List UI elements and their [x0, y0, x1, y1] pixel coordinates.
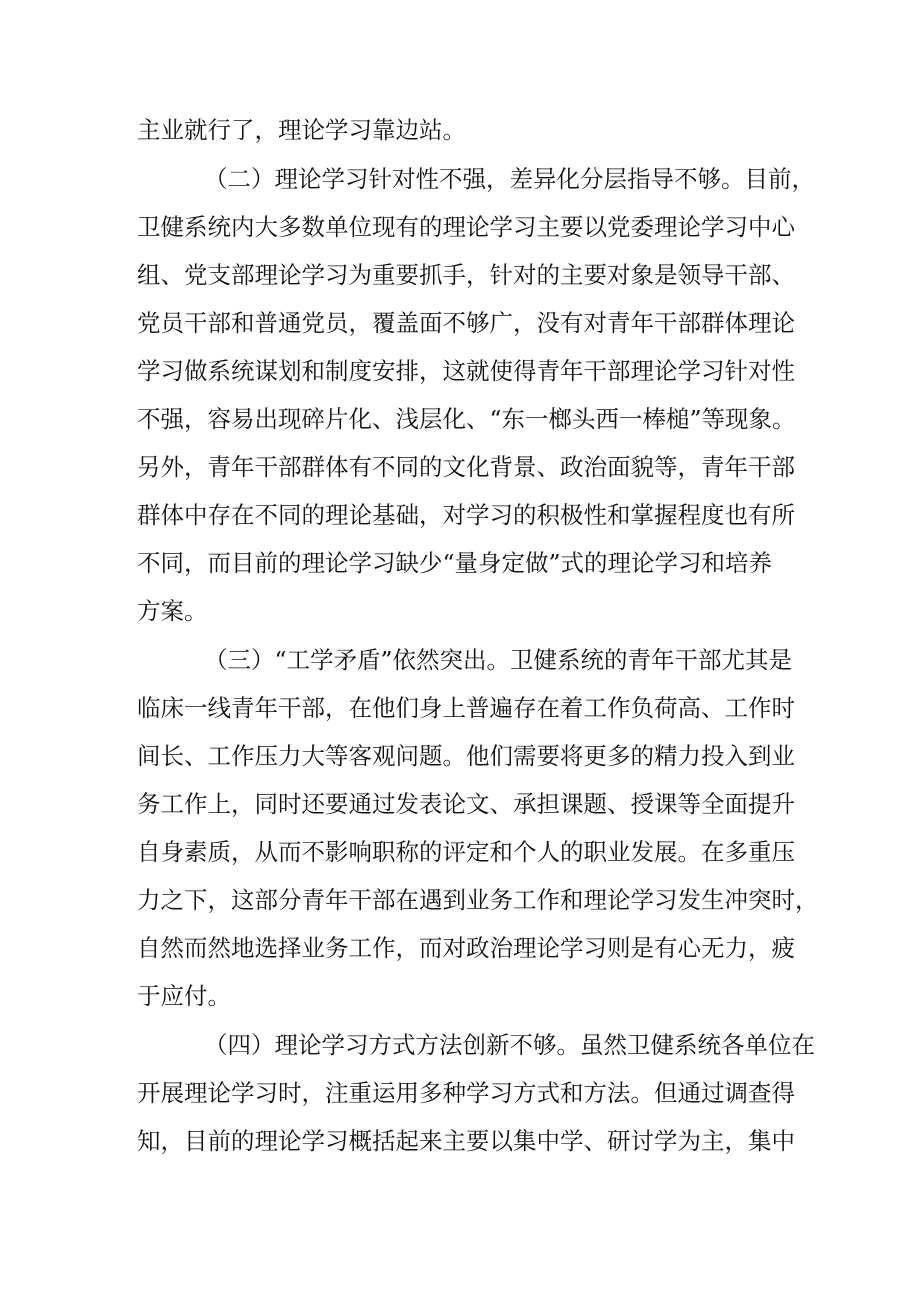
paragraph-4-heading-line: （四）理论学习方式方法创新不够。虽然卫健系统各单位在 — [204, 1031, 815, 1059]
paragraph-2-heading-line: （二）理论学习针对性不强，差异化分层指导不够。目前， — [204, 165, 815, 193]
text-line: 知，目前的理论学习概括起来主要以集中学、研讨学为主，集中 — [137, 1127, 795, 1155]
text-line: 不同，而目前的理论学习缺少“量身定做”式的理论学习和培养 — [137, 549, 773, 577]
text-line: 自然而然地选择业务工作，而对政治理论学习则是有心无力，疲 — [137, 934, 795, 962]
text-line: 于应付。 — [137, 982, 231, 1010]
text-line: 学习做系统谋划和制度安排，这就使得青年干部理论学习针对性 — [137, 357, 795, 385]
paragraph-3-heading-line: （三）“工学矛盾”依然突出。卫健系统的青年干部尤其是 — [204, 646, 793, 674]
text-line: 卫健系统内大多数单位现有的理论学习主要以党委理论学习中心 — [137, 213, 795, 241]
text-line: 组、党支部理论学习为重要抓手，针对的主要对象是领导干部、 — [137, 261, 795, 289]
text-line: 临床一线青年干部，在他们身上普遍存在着工作负荷高、工作时 — [137, 694, 795, 722]
text-line: 党员干部和普通党员，覆盖面不够广，没有对青年干部群体理论 — [137, 309, 795, 337]
text-line: 务工作上，同时还要通过发表论文、承担课题、授课等全面提升 — [137, 790, 795, 818]
text-line: 不强，容易出现碎片化、浅层化、“东一榔头西一棒槌”等现象。 — [137, 405, 796, 433]
text-line: 开展理论学习时，注重运用多种学习方式和方法。但通过调查得 — [137, 1079, 795, 1107]
text-line: 间长、工作压力大等客观问题。他们需要将更多的精力投入到业 — [137, 742, 795, 770]
text-line: 另外，青年干部群体有不同的文化背景、政治面貌等，青年干部 — [137, 453, 795, 481]
text-line: 主业就行了，理论学习靠边站。 — [137, 116, 466, 144]
text-line: 力之下，这部分青年干部在遇到业务工作和理论学习发生冲突时， — [137, 886, 819, 914]
text-line: 群体中存在不同的理论基础，对学习的积极性和掌握程度也有所 — [137, 501, 795, 529]
text-line: 方案。 — [137, 597, 208, 625]
text-line: 自身素质，从而不影响职称的评定和个人的职业发展。在多重压 — [137, 838, 795, 866]
